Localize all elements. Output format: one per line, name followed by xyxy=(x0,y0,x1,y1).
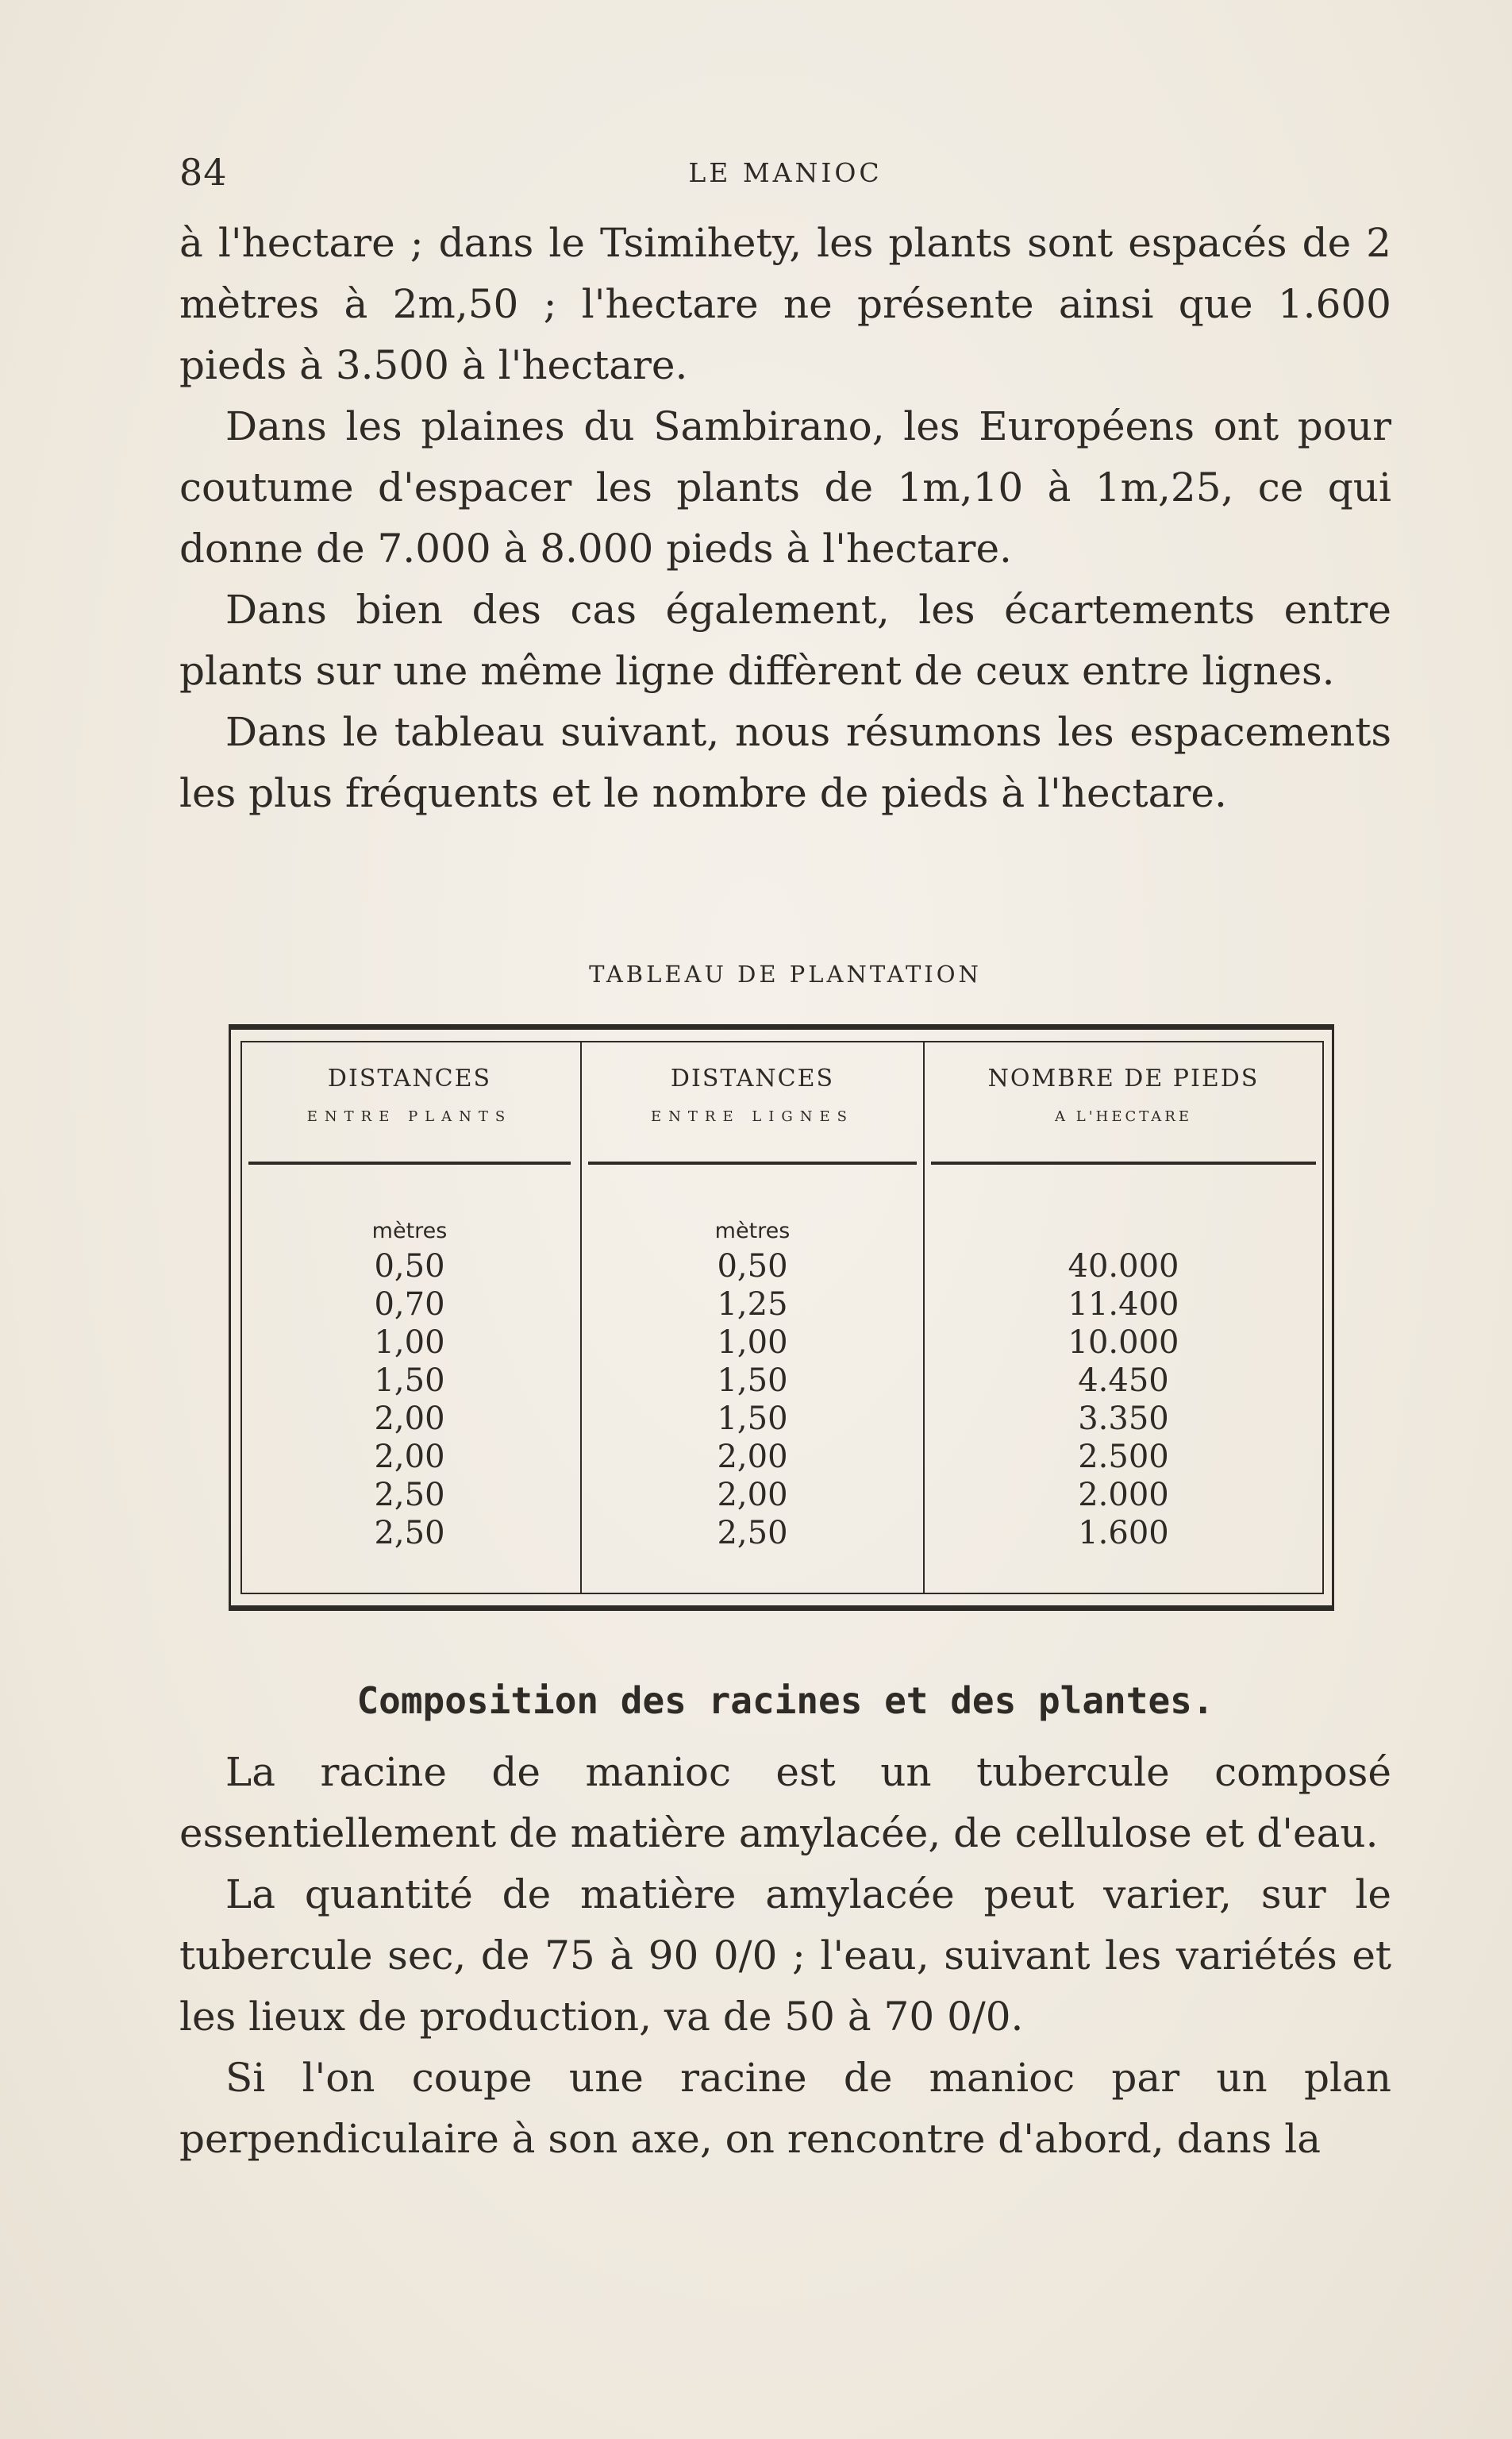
table-cell: 1,50 xyxy=(374,1362,445,1399)
table-cell: 0,50 xyxy=(374,1248,445,1285)
table-cell: 1,00 xyxy=(374,1324,445,1361)
table-cell: 1,25 xyxy=(717,1286,788,1323)
header-rule xyxy=(248,1162,571,1165)
table-cell: 2,00 xyxy=(374,1401,445,1437)
column-heading: DISTANCES xyxy=(327,1065,492,1092)
table-cell: 2,00 xyxy=(717,1439,788,1475)
table-body xyxy=(240,1041,1324,1594)
paragraph: Si l'on coupe une racine de manioc par un plan perpendiculaire à son axe, on rencontre d'abord, dans la xyxy=(179,2055,1391,2162)
column-header xyxy=(582,1042,923,1160)
table-cell: 1,50 xyxy=(717,1362,788,1399)
column-values xyxy=(925,1247,1322,1552)
paragraph: à l'hectare ; dans le Tsimihety, les plants sont espacés de 2 mètres à 2m,50 ; l'hectare ne présente ainsi que 1.600 pieds à 3.500 à l'hectare. xyxy=(179,220,1391,388)
table-cell: 11.400 xyxy=(1068,1286,1179,1323)
column-header xyxy=(242,1042,577,1160)
table-cell: 2,00 xyxy=(717,1477,788,1513)
paragraph: Dans bien des cas également, les écartements entre plants sur une même ligne diffèrent de ceux entre lignes. xyxy=(179,587,1391,694)
paragraph: La racine de manioc est un tubercule composé essentiellement de matière amylacée, de cellulose et d'eau. xyxy=(179,1749,1391,1856)
table-column-lines xyxy=(580,1042,923,1593)
table-cell: 10.000 xyxy=(1068,1324,1179,1361)
table-cell: 2.000 xyxy=(1078,1477,1169,1513)
table-cell: 1,00 xyxy=(717,1324,788,1361)
header-rule xyxy=(931,1162,1316,1165)
table-cell: 0,50 xyxy=(717,1248,788,1285)
table-cell: 4.450 xyxy=(1078,1362,1169,1399)
paragraph: Dans les plaines du Sambirano, les Européens ont pour coutume d'espacer les plants de 1m,10 à 1m,25, ce qui donne de 7.000 à 8.000 pieds à l'hectare. xyxy=(179,403,1391,572)
paragraph: Dans le tableau suivant, nous résumons les espacements les plus fréquents et le nombre de pieds à l'hectare. xyxy=(179,709,1391,816)
table-column-count xyxy=(923,1042,1322,1593)
column-heading: DISTANCES xyxy=(670,1065,835,1092)
column-subheading: A L'HECTARE xyxy=(1055,1108,1192,1125)
page-number: 84 xyxy=(179,151,228,194)
paragraph: La quantité de matière amylacée peut varier, sur le tubercule sec, de 75 à 90 0/0 ; l'eau, suivant les variétés et les lieux de production, va de 50 à 70 0/0. xyxy=(179,1871,1391,2040)
body-text-top xyxy=(179,213,1391,824)
section-title: Composition des racines et des plantes. xyxy=(356,1679,1214,1722)
column-subheading: ENTRE LIGNES xyxy=(651,1108,854,1125)
table-title: TABLEAU DE PLANTATION xyxy=(589,961,982,988)
table-cell: 2.500 xyxy=(1078,1439,1169,1475)
column-values xyxy=(582,1247,923,1552)
header-rule xyxy=(588,1162,917,1165)
column-unit: mètres xyxy=(371,1219,448,1243)
table-cell: 3.350 xyxy=(1078,1401,1169,1437)
column-unit: mètres xyxy=(714,1219,791,1243)
table-column-plants xyxy=(242,1042,577,1593)
column-heading: NOMBRE DE PIEDS xyxy=(987,1065,1260,1092)
table-cell: 2,50 xyxy=(374,1477,445,1513)
table-cell: 40.000 xyxy=(1068,1248,1179,1285)
running-title: LE MANIOC xyxy=(688,157,883,188)
column-values xyxy=(242,1247,577,1552)
body-text-bottom xyxy=(179,1742,1391,2170)
table-cell: 0,70 xyxy=(374,1286,445,1323)
table-cell: 2,50 xyxy=(717,1515,788,1551)
plantation-table xyxy=(229,1024,1334,1611)
table-cell: 2,00 xyxy=(374,1439,445,1475)
page-header xyxy=(179,151,1391,198)
table-cell: 1,50 xyxy=(717,1401,788,1437)
column-subheading: ENTRE PLANTS xyxy=(306,1108,513,1125)
table-cell: 2,50 xyxy=(374,1515,445,1551)
table-cell: 1.600 xyxy=(1078,1515,1169,1551)
column-header xyxy=(925,1042,1322,1160)
